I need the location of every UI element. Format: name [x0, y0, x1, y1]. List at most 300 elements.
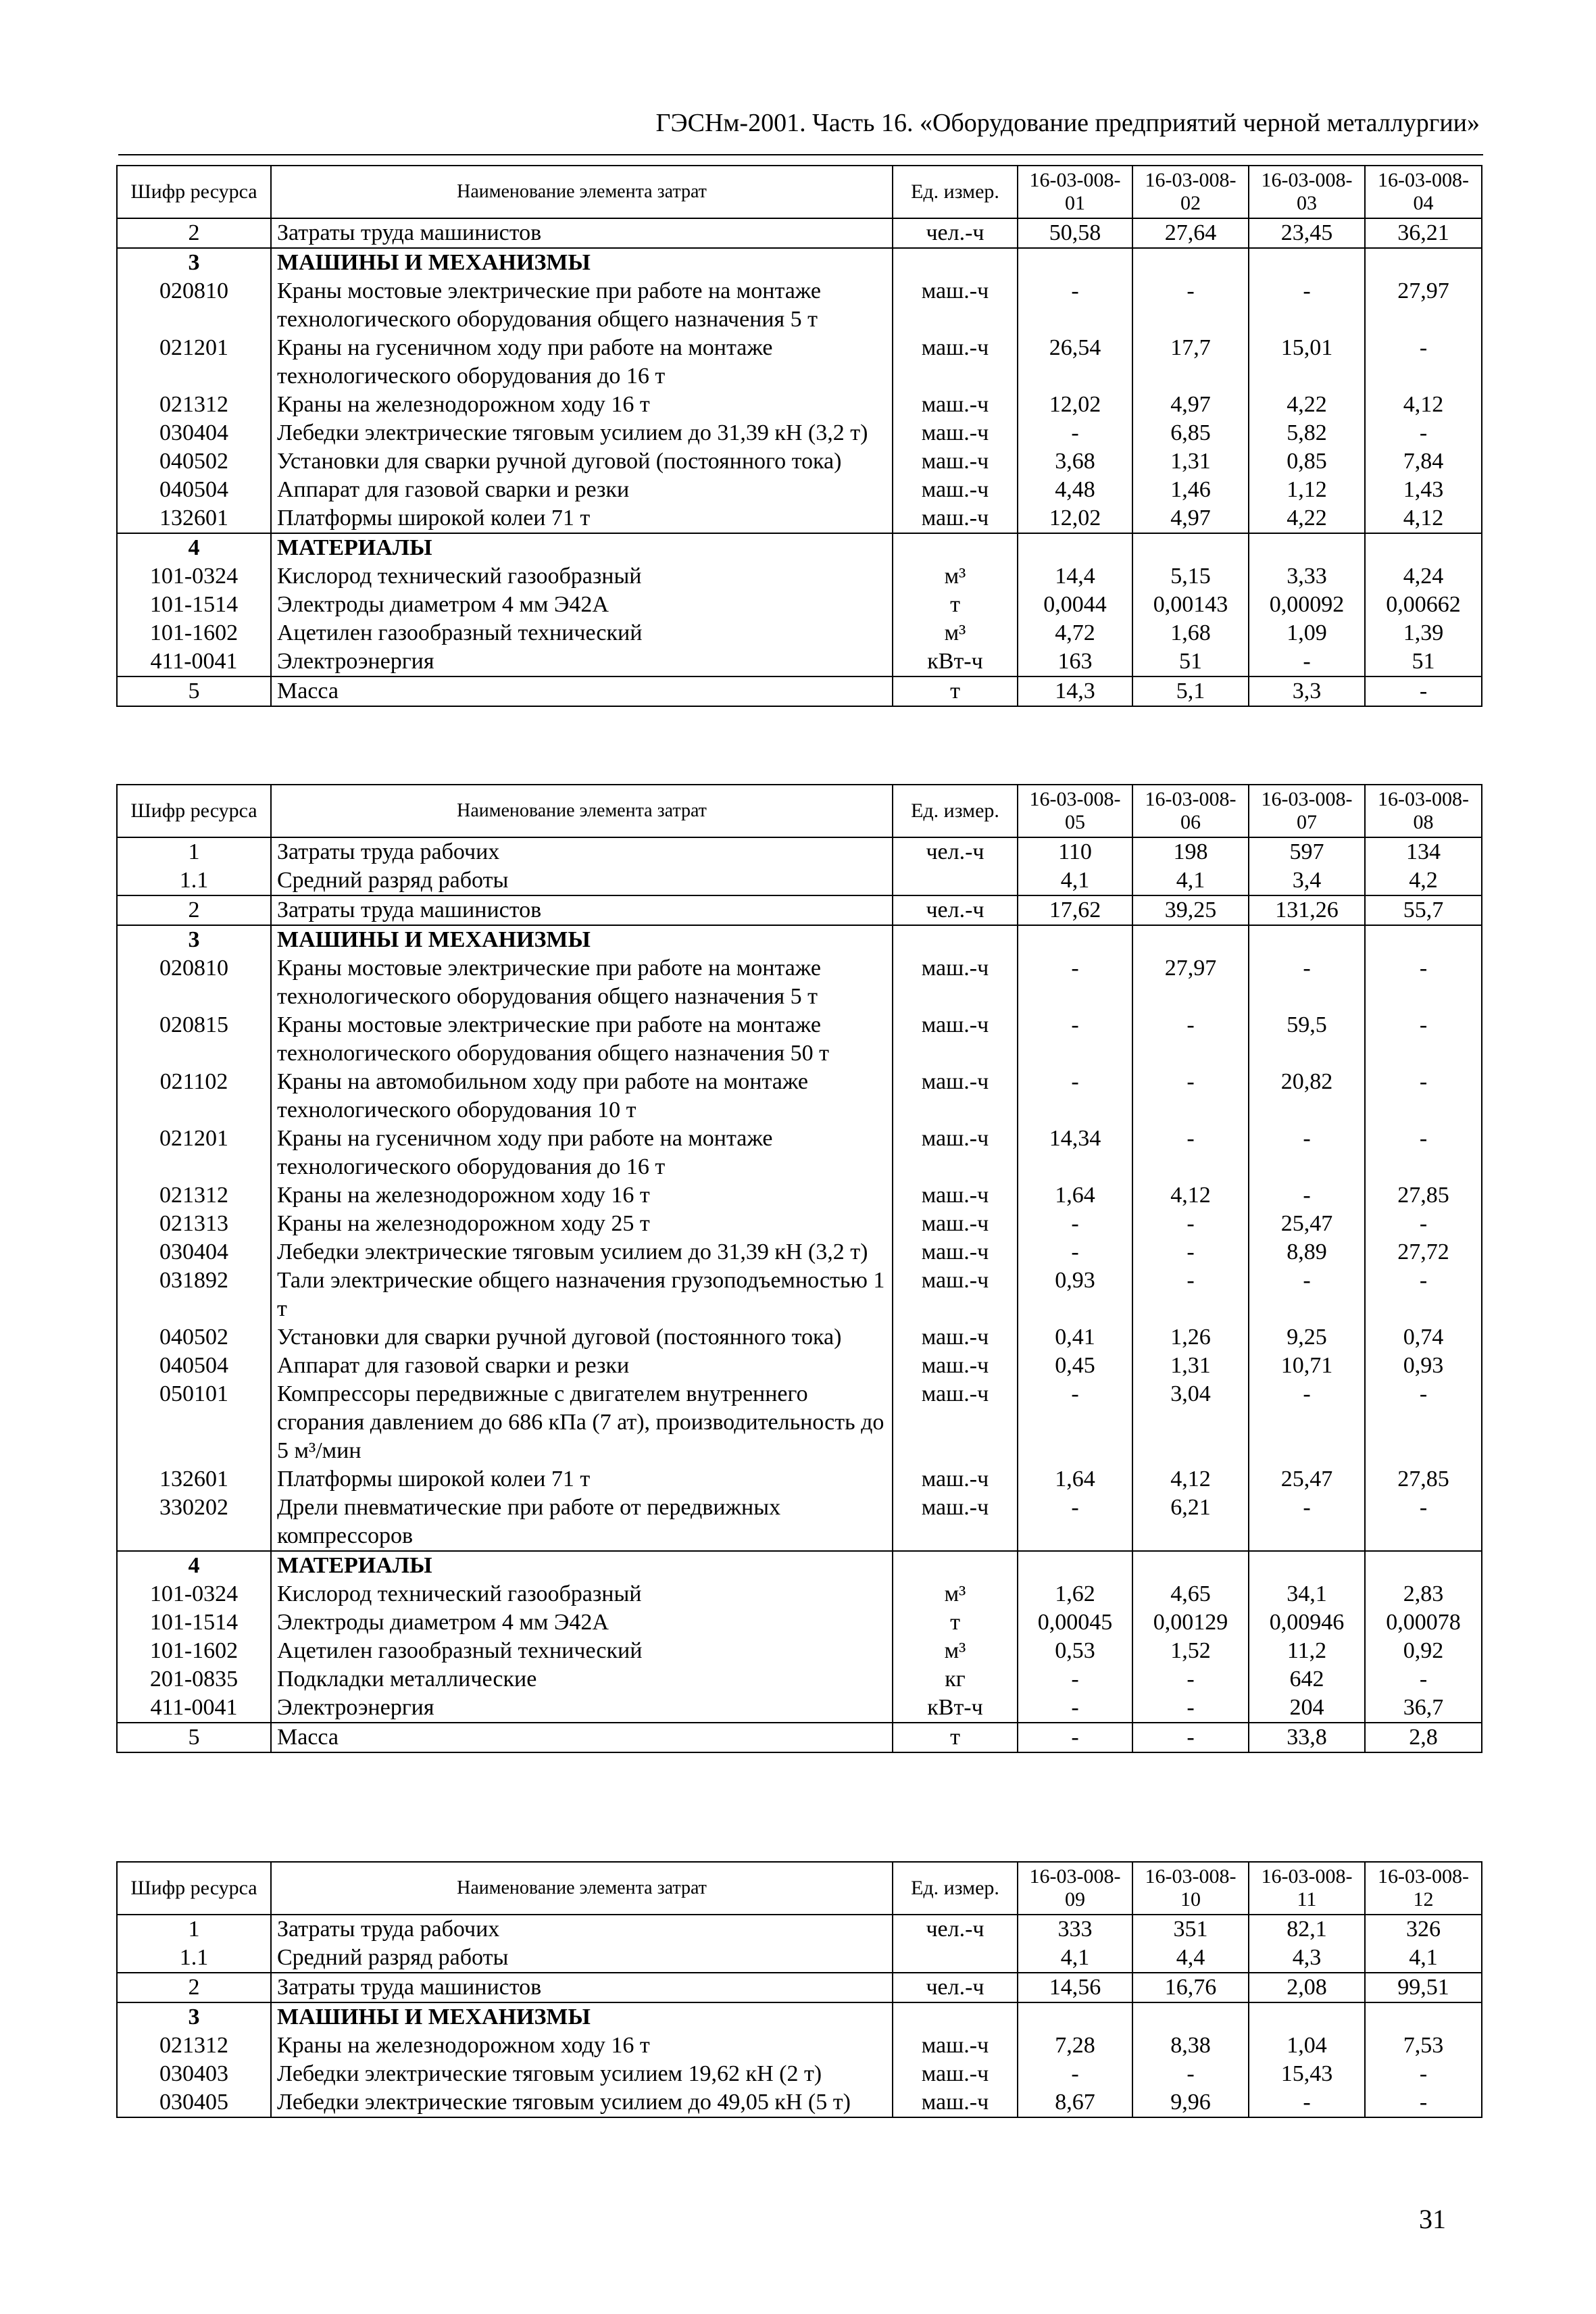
value-cell: 204	[1249, 1694, 1365, 1723]
resource-name: Установки для сварки ручной дуговой (постоянного тока)	[271, 447, 893, 476]
resource-code: 040502	[117, 447, 271, 476]
unit-cell: чел.-ч	[893, 895, 1018, 925]
table-row	[117, 391, 1482, 419]
value-cell: 1,64	[1018, 1465, 1132, 1494]
unit-cell: м³	[893, 1637, 1018, 1665]
value-cell: -	[1018, 1723, 1132, 1752]
value-cell	[1132, 2002, 1249, 2032]
unit-cell	[893, 925, 1018, 954]
resource-name: Краны мостовые электрические при работе на монтаже технологического оборудования общего назначения 5 т	[271, 277, 893, 334]
value-cell: -	[1132, 277, 1249, 334]
unit-cell: маш.-ч	[893, 2060, 1018, 2088]
value-cell: -	[1018, 1380, 1132, 1465]
unit-cell	[893, 866, 1018, 895]
resource-name: Лебедки электрические тяговым усилием до 49,05 кН (5 т)	[271, 2088, 893, 2117]
table-row	[117, 1465, 1482, 1494]
value-cell	[1365, 2002, 1482, 2032]
table-row	[117, 1380, 1482, 1465]
resource-code: 040504	[117, 476, 271, 504]
value-cell: 25,47	[1249, 1465, 1365, 1494]
resource-code: 030405	[117, 2088, 271, 2117]
unit-cell: чел.-ч	[893, 1915, 1018, 1944]
value-cell: 597	[1249, 837, 1365, 866]
resource-code: 021312	[117, 391, 271, 419]
table-row	[117, 334, 1482, 391]
value-cell: -	[1132, 1011, 1249, 1068]
value-cell: 2,8	[1365, 1723, 1482, 1752]
value-cell: 14,4	[1018, 562, 1132, 591]
column-header-rate-code: 16-03-008-07	[1249, 785, 1365, 837]
resource-code: 021201	[117, 334, 271, 391]
column-header-unit: Ед. измер.	[893, 1862, 1018, 1915]
resource-code: 2	[117, 895, 271, 925]
unit-cell: чел.-ч	[893, 218, 1018, 248]
value-cell: 351	[1132, 1915, 1249, 1944]
value-cell: -	[1365, 1125, 1482, 1181]
value-cell: 34,1	[1249, 1580, 1365, 1608]
value-cell: 3,33	[1249, 562, 1365, 591]
resource-name: Подкладки металлические	[271, 1665, 893, 1694]
value-cell: 17,62	[1018, 895, 1132, 925]
table-row	[117, 1494, 1482, 1551]
resource-name: Краны на автомобильном ходу при работе на монтаже технологического оборудования 10 т	[271, 1068, 893, 1125]
value-cell: 3,68	[1018, 447, 1132, 476]
value-cell: -	[1132, 1238, 1249, 1266]
value-cell	[1249, 1551, 1365, 1580]
value-cell: 0,41	[1018, 1323, 1132, 1352]
resource-code: 1	[117, 1915, 271, 1944]
value-cell: 26,54	[1018, 334, 1132, 391]
table-row	[117, 1637, 1482, 1665]
unit-cell: чел.-ч	[893, 1973, 1018, 2002]
value-cell: -	[1018, 1494, 1132, 1551]
value-cell: -	[1365, 1266, 1482, 1323]
resource-name: Краны на железнодорожном ходу 16 т	[271, 1181, 893, 1210]
value-cell: 0,45	[1018, 1352, 1132, 1380]
value-cell: 27,64	[1132, 218, 1249, 248]
value-cell: 4,65	[1132, 1580, 1249, 1608]
value-cell: -	[1018, 1694, 1132, 1723]
resource-code: 101-1514	[117, 1608, 271, 1637]
unit-cell: маш.-ч	[893, 504, 1018, 533]
column-header-unit: Ед. измер.	[893, 166, 1018, 218]
value-cell	[1365, 925, 1482, 954]
value-cell: 0,00078	[1365, 1608, 1482, 1637]
value-cell	[1018, 248, 1132, 277]
value-cell: 12,02	[1018, 504, 1132, 533]
resource-code: 101-0324	[117, 562, 271, 591]
value-cell: -	[1249, 1125, 1365, 1181]
column-header-rate-code: 16-03-008-09	[1018, 1862, 1132, 1915]
table-row	[117, 504, 1482, 533]
value-cell: 36,7	[1365, 1694, 1482, 1723]
resource-code: 101-1602	[117, 1637, 271, 1665]
resource-name: МАШИНЫ И МЕХАНИЗМЫ	[271, 2002, 893, 2032]
table-row	[117, 1068, 1482, 1125]
value-cell: 4,97	[1132, 391, 1249, 419]
value-cell: 27,72	[1365, 1238, 1482, 1266]
value-cell: 1,64	[1018, 1181, 1132, 1210]
resource-code: 411-0041	[117, 1694, 271, 1723]
resource-code: 5	[117, 1723, 271, 1752]
resource-name: Краны на гусеничном ходу при работе на монтаже технологического оборудования до 16 т	[271, 1125, 893, 1181]
resource-name: Установки для сварки ручной дуговой (постоянного тока)	[271, 1323, 893, 1352]
value-cell	[1249, 2002, 1365, 2032]
resource-code: 132601	[117, 504, 271, 533]
table-row	[117, 2088, 1482, 2117]
table-row	[117, 647, 1482, 676]
column-header-rate-code: 16-03-008-04	[1365, 166, 1482, 218]
table-row	[117, 954, 1482, 1011]
table-row	[117, 619, 1482, 647]
resource-name: Кислород технический газообразный	[271, 1580, 893, 1608]
resource-code: 031892	[117, 1266, 271, 1323]
value-cell: 110	[1018, 837, 1132, 866]
unit-cell: маш.-ч	[893, 1494, 1018, 1551]
unit-cell	[893, 248, 1018, 277]
resource-name: Электроды диаметром 4 мм Э42А	[271, 1608, 893, 1637]
value-cell: 4,1	[1018, 866, 1132, 895]
value-cell: 4,1	[1365, 1944, 1482, 1973]
table-row	[117, 1580, 1482, 1608]
unit-cell	[893, 533, 1018, 562]
value-cell	[1018, 2002, 1132, 2032]
value-cell	[1132, 248, 1249, 277]
column-header-rate-code: 16-03-008-11	[1249, 1862, 1365, 1915]
unit-cell	[893, 1944, 1018, 1973]
resource-code: 201-0835	[117, 1665, 271, 1694]
table-row	[117, 2032, 1482, 2060]
value-cell: -	[1018, 1068, 1132, 1125]
column-header-rate-code: 16-03-008-02	[1132, 166, 1249, 218]
unit-cell: кВт-ч	[893, 1694, 1018, 1723]
resource-code: 132601	[117, 1465, 271, 1494]
unit-cell: маш.-ч	[893, 1238, 1018, 1266]
table-row	[117, 1011, 1482, 1068]
resource-name: Краны на железнодорожном ходу 16 т	[271, 2032, 893, 2060]
resource-table-2	[116, 784, 1482, 1753]
column-header-name: Наименование элемента затрат	[271, 166, 893, 218]
value-cell: 8,67	[1018, 2088, 1132, 2117]
value-cell: 12,02	[1018, 391, 1132, 419]
value-cell: 7,53	[1365, 2032, 1482, 2060]
resource-code: 3	[117, 2002, 271, 2032]
resource-name: Масса	[271, 676, 893, 706]
section-row	[117, 925, 1482, 954]
value-cell: 0,00946	[1249, 1608, 1365, 1637]
value-cell: 36,21	[1365, 218, 1482, 248]
resource-name: Затраты труда машинистов	[271, 218, 893, 248]
value-cell: -	[1365, 334, 1482, 391]
table-row	[117, 1181, 1482, 1210]
table-row	[117, 2060, 1482, 2088]
resource-name: Аппарат для газовой сварки и резки	[271, 476, 893, 504]
value-cell: 0,93	[1365, 1352, 1482, 1380]
unit-cell: маш.-ч	[893, 391, 1018, 419]
value-cell: 27,85	[1365, 1181, 1482, 1210]
value-cell: 1,62	[1018, 1580, 1132, 1608]
value-cell: 1,12	[1249, 476, 1365, 504]
value-cell: -	[1018, 1238, 1132, 1266]
value-cell: -	[1249, 277, 1365, 334]
resource-name: МАТЕРИАЛЫ	[271, 1551, 893, 1580]
value-cell: -	[1132, 1125, 1249, 1181]
value-cell: 3,04	[1132, 1380, 1249, 1465]
value-cell: 15,43	[1249, 2060, 1365, 2088]
value-cell: -	[1132, 1266, 1249, 1323]
column-header-rate-code: 16-03-008-01	[1018, 166, 1132, 218]
value-cell: 0,00092	[1249, 591, 1365, 619]
value-cell: 16,76	[1132, 1973, 1249, 2002]
value-cell: -	[1365, 1011, 1482, 1068]
unit-cell: маш.-ч	[893, 1352, 1018, 1380]
column-header-rate-code: 16-03-008-08	[1365, 785, 1482, 837]
value-cell: 642	[1249, 1665, 1365, 1694]
value-cell: -	[1018, 277, 1132, 334]
resource-name: Лебедки электрические тяговым усилием до 31,39 кН (3,2 т)	[271, 1238, 893, 1266]
value-cell: 7,84	[1365, 447, 1482, 476]
value-cell: 333	[1018, 1915, 1132, 1944]
resource-code: 4	[117, 1551, 271, 1580]
resource-code: 020810	[117, 954, 271, 1011]
resource-code: 101-1602	[117, 619, 271, 647]
value-cell: 0,0044	[1018, 591, 1132, 619]
resource-code: 4	[117, 533, 271, 562]
value-cell: 326	[1365, 1915, 1482, 1944]
table-row	[117, 1944, 1482, 1973]
resource-name: Кислород технический газообразный	[271, 562, 893, 591]
value-cell: 1,31	[1132, 447, 1249, 476]
value-cell: 0,00045	[1018, 1608, 1132, 1637]
value-cell: 9,96	[1132, 2088, 1249, 2117]
resource-name: Средний разряд работы	[271, 1944, 893, 1973]
resource-code: 101-0324	[117, 1580, 271, 1608]
resource-name: Краны мостовые электрические при работе на монтаже технологического оборудования общего назначения 50 т	[271, 1011, 893, 1068]
value-cell: 4,12	[1132, 1465, 1249, 1494]
value-cell: 1,26	[1132, 1323, 1249, 1352]
value-cell: 4,4	[1132, 1944, 1249, 1973]
resource-name: Платформы широкой колеи 71 т	[271, 504, 893, 533]
value-cell	[1365, 1551, 1482, 1580]
value-cell: -	[1018, 2060, 1132, 2088]
value-cell: 2,08	[1249, 1973, 1365, 2002]
value-cell: 0,85	[1249, 447, 1365, 476]
unit-cell: маш.-ч	[893, 1181, 1018, 1210]
value-cell: 1,04	[1249, 2032, 1365, 2060]
value-cell: 51	[1365, 647, 1482, 676]
value-cell	[1132, 533, 1249, 562]
resource-name: Компрессоры передвижные с двигателем внутреннего сгорания давлением до 686 кПа (7 ат), производительность до 5 м³/мин	[271, 1380, 893, 1465]
value-cell: -	[1018, 1011, 1132, 1068]
column-header-rate-code: 16-03-008-05	[1018, 785, 1132, 837]
unit-cell: маш.-ч	[893, 447, 1018, 476]
value-cell: 4,48	[1018, 476, 1132, 504]
value-cell: 5,1	[1132, 676, 1249, 706]
resource-code: 1.1	[117, 1944, 271, 1973]
value-cell: 33,8	[1249, 1723, 1365, 1752]
resource-code: 020810	[117, 277, 271, 334]
value-cell: -	[1365, 419, 1482, 447]
resource-code: 021312	[117, 2032, 271, 2060]
value-cell: 39,25	[1132, 895, 1249, 925]
resource-code: 030404	[117, 1238, 271, 1266]
table-row	[117, 1125, 1482, 1181]
resource-name: МАШИНЫ И МЕХАНИЗМЫ	[271, 248, 893, 277]
resource-code: 050101	[117, 1380, 271, 1465]
table-row	[117, 1352, 1482, 1380]
value-cell: -	[1365, 1068, 1482, 1125]
resource-name: Аппарат для газовой сварки и резки	[271, 1352, 893, 1380]
column-header-name: Наименование элемента затрат	[271, 1862, 893, 1915]
value-cell: 0,00662	[1365, 591, 1482, 619]
unit-cell: т	[893, 676, 1018, 706]
resource-name: Затраты труда рабочих	[271, 837, 893, 866]
value-cell: 1,09	[1249, 619, 1365, 647]
resource-code: 021201	[117, 1125, 271, 1181]
value-cell: 17,7	[1132, 334, 1249, 391]
value-cell: 0,53	[1018, 1637, 1132, 1665]
table-row	[117, 218, 1482, 248]
value-cell: 27,97	[1132, 954, 1249, 1011]
unit-cell: т	[893, 1723, 1018, 1752]
value-cell: -	[1018, 1210, 1132, 1238]
value-cell	[1249, 533, 1365, 562]
value-cell: 0,92	[1365, 1637, 1482, 1665]
table-row	[117, 591, 1482, 619]
resource-code: 021102	[117, 1068, 271, 1125]
resource-name: Тали электрические общего назначения грузоподъемностью 1 т	[271, 1266, 893, 1323]
unit-cell: маш.-ч	[893, 1323, 1018, 1352]
unit-cell: м³	[893, 619, 1018, 647]
value-cell: 20,82	[1249, 1068, 1365, 1125]
value-cell: -	[1365, 1494, 1482, 1551]
value-cell: 4,1	[1132, 866, 1249, 895]
column-header-rate-code: 16-03-008-03	[1249, 166, 1365, 218]
value-cell: -	[1249, 1494, 1365, 1551]
unit-cell: маш.-ч	[893, 419, 1018, 447]
value-cell: 4,72	[1018, 619, 1132, 647]
value-cell: 1,46	[1132, 476, 1249, 504]
value-cell: -	[1132, 1210, 1249, 1238]
value-cell: 4,12	[1132, 1181, 1249, 1210]
unit-cell: маш.-ч	[893, 277, 1018, 334]
column-header-unit: Ед. измер.	[893, 785, 1018, 837]
value-cell: 4,12	[1365, 391, 1482, 419]
table-row	[117, 1210, 1482, 1238]
value-cell: 1,68	[1132, 619, 1249, 647]
value-cell: -	[1365, 954, 1482, 1011]
value-cell: 4,24	[1365, 562, 1482, 591]
value-cell: -	[1132, 1723, 1249, 1752]
value-cell: 23,45	[1249, 218, 1365, 248]
table-row	[117, 1238, 1482, 1266]
table-row	[117, 1723, 1482, 1752]
table-row	[117, 1665, 1482, 1694]
value-cell: 5,82	[1249, 419, 1365, 447]
column-header-rate-code: 16-03-008-10	[1132, 1862, 1249, 1915]
table-header-row	[117, 785, 1482, 837]
value-cell: 9,25	[1249, 1323, 1365, 1352]
resource-code: 5	[117, 676, 271, 706]
resource-name: Лебедки электрические тяговым усилием 19,62 кН (2 т)	[271, 2060, 893, 2088]
value-cell: -	[1365, 676, 1482, 706]
resource-code: 2	[117, 1973, 271, 2002]
resource-code: 040502	[117, 1323, 271, 1352]
value-cell: -	[1365, 2060, 1482, 2088]
value-cell: -	[1018, 1665, 1132, 1694]
resource-code: 411-0041	[117, 647, 271, 676]
value-cell: 3,4	[1249, 866, 1365, 895]
value-cell: 27,85	[1365, 1465, 1482, 1494]
resource-code: 1.1	[117, 866, 271, 895]
header-rule	[118, 154, 1483, 155]
unit-cell: маш.-ч	[893, 954, 1018, 1011]
unit-cell: маш.-ч	[893, 2088, 1018, 2117]
resource-code: 021312	[117, 1181, 271, 1210]
table-row	[117, 1915, 1482, 1944]
unit-cell: маш.-ч	[893, 476, 1018, 504]
unit-cell	[893, 2002, 1018, 2032]
section-row	[117, 248, 1482, 277]
resource-code: 3	[117, 925, 271, 954]
value-cell	[1249, 925, 1365, 954]
value-cell: 55,7	[1365, 895, 1482, 925]
table-header-row	[117, 166, 1482, 218]
section-row	[117, 1551, 1482, 1580]
unit-cell: т	[893, 591, 1018, 619]
value-cell: 4,2	[1365, 866, 1482, 895]
value-cell: 131,26	[1249, 895, 1365, 925]
resource-name: Краны на железнодорожном ходу 25 т	[271, 1210, 893, 1238]
value-cell: 14,3	[1018, 676, 1132, 706]
section-row	[117, 533, 1482, 562]
section-row	[117, 2002, 1482, 2032]
resource-name: Ацетилен газообразный технический	[271, 1637, 893, 1665]
resource-name: Электроды диаметром 4 мм Э42А	[271, 591, 893, 619]
resource-code: 021313	[117, 1210, 271, 1238]
value-cell: 3,3	[1249, 676, 1365, 706]
column-header-code: Шифр ресурса	[117, 785, 271, 837]
unit-cell	[893, 1551, 1018, 1580]
value-cell: 134	[1365, 837, 1482, 866]
unit-cell: т	[893, 1608, 1018, 1637]
unit-cell: маш.-ч	[893, 1465, 1018, 1494]
unit-cell: кг	[893, 1665, 1018, 1694]
resource-name: Дрели пневматические при работе от передвижных компрессоров	[271, 1494, 893, 1551]
column-header-rate-code: 16-03-008-12	[1365, 1862, 1482, 1915]
page-number: 31	[1419, 2204, 1446, 2234]
value-cell: 5,15	[1132, 562, 1249, 591]
table-row	[117, 866, 1482, 895]
value-cell: -	[1132, 1068, 1249, 1125]
value-cell: 4,1	[1018, 1944, 1132, 1973]
value-cell: -	[1018, 954, 1132, 1011]
table-row	[117, 676, 1482, 706]
table-row	[117, 1266, 1482, 1323]
column-header-code: Шифр ресурса	[117, 166, 271, 218]
value-cell: -	[1132, 1665, 1249, 1694]
value-cell	[1365, 533, 1482, 562]
resource-table-3	[116, 1861, 1482, 2118]
value-cell	[1249, 248, 1365, 277]
resource-name: Краны мостовые электрические при работе на монтаже технологического оборудования общего назначения 5 т	[271, 954, 893, 1011]
value-cell: -	[1018, 419, 1132, 447]
resource-code: 020815	[117, 1011, 271, 1068]
value-cell: -	[1365, 1380, 1482, 1465]
resource-code: 1	[117, 837, 271, 866]
value-cell: 1,43	[1365, 476, 1482, 504]
table-row	[117, 562, 1482, 591]
